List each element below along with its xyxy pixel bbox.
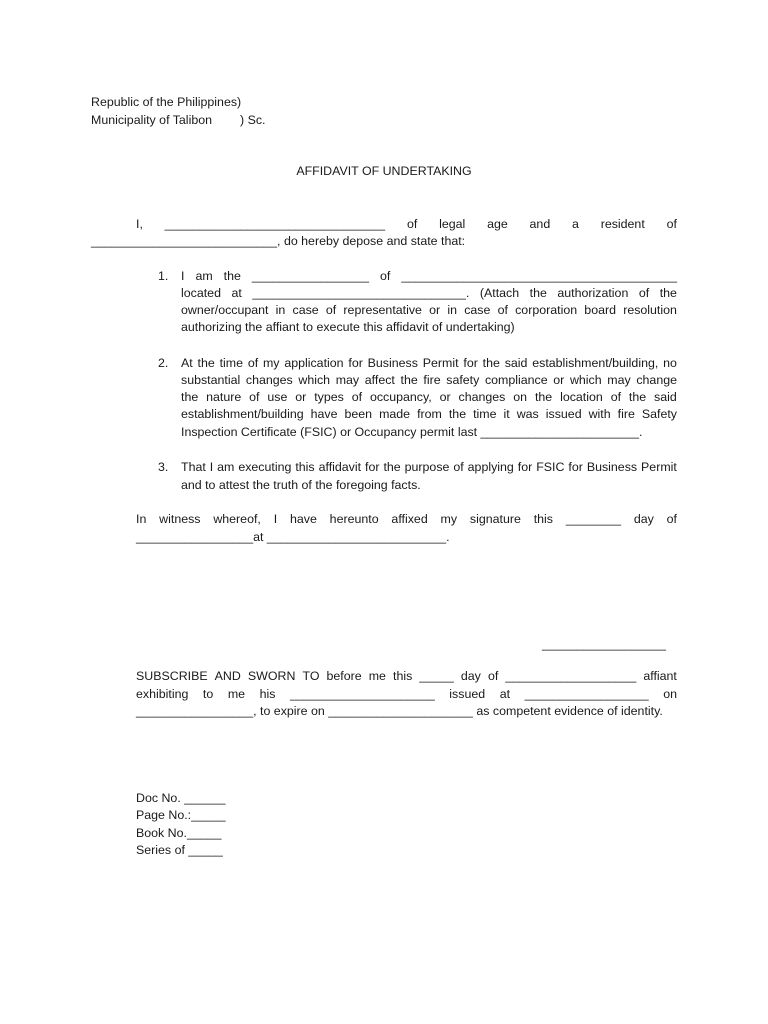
word: the (659, 286, 677, 300)
word: of (487, 669, 499, 683)
word: in (447, 303, 458, 317)
word: In (136, 512, 147, 526)
word: substantial (181, 373, 241, 387)
word: time (473, 407, 497, 421)
word: case (292, 303, 319, 317)
word: witness (159, 512, 201, 526)
word: I (181, 269, 185, 283)
word: SUBSCRIBE (136, 669, 208, 683)
word: for (348, 356, 363, 370)
item-2-line-2 (181, 372, 677, 389)
word: in (275, 303, 286, 317)
word: location (560, 390, 603, 404)
word: me (227, 687, 246, 701)
word: change (636, 373, 677, 387)
word: ________ (565, 512, 621, 526)
sworn-line-3: _________________, to expire on _____________________ as competent evidence of identity. (136, 704, 663, 718)
word: at (231, 286, 242, 300)
word: SWORN (247, 669, 296, 683)
word: owner/occupant (181, 303, 269, 317)
word: this (295, 460, 315, 474)
word: before (326, 669, 362, 683)
word: me (368, 669, 386, 683)
word: may (335, 373, 360, 387)
word: of (247, 356, 259, 370)
word: day (633, 512, 654, 526)
word: establishment/building (181, 407, 304, 421)
item-2-line-3 (181, 389, 677, 406)
word: the (628, 390, 647, 404)
word: or (439, 390, 451, 404)
word: Business (367, 356, 418, 370)
word: _______________________________. (252, 286, 470, 300)
word: the (482, 356, 500, 370)
document-title: AFFIDAVIT OF UNDERTAKING (296, 164, 472, 178)
item-1-line-4: authorizing the affiant to execute this affidavit of undertaking) (181, 320, 515, 334)
word: for (568, 460, 583, 474)
word: for (517, 460, 533, 474)
item-2-line-4 (181, 406, 677, 423)
word: board (584, 303, 616, 317)
word: case (464, 303, 491, 317)
sworn-line-1 (136, 668, 677, 685)
word: fire (423, 373, 441, 387)
word: my (262, 356, 280, 370)
word: Permit (641, 460, 677, 474)
word: ________________________________________ (401, 269, 677, 283)
word: use (267, 390, 288, 404)
word: __________________ (524, 687, 649, 701)
word: the (181, 390, 199, 404)
word: of (406, 217, 418, 231)
word: occupancy, (369, 390, 432, 404)
word: hereunto (329, 512, 379, 526)
word: (Attach (479, 286, 520, 300)
word: _____________________ (290, 687, 435, 701)
word: compliance (484, 373, 548, 387)
word: the (448, 407, 467, 421)
word: made (379, 407, 411, 421)
item-1-line-2 (181, 285, 677, 302)
word: the (197, 356, 215, 370)
word: have (310, 407, 338, 421)
word: said (504, 356, 528, 370)
word: legal (439, 217, 466, 231)
word: executing (238, 460, 292, 474)
word: resident (600, 217, 645, 231)
item-2-number: 2. (158, 356, 169, 370)
word: been (344, 407, 373, 421)
word: the (223, 269, 241, 283)
word: at (499, 687, 511, 701)
word: am (195, 269, 213, 283)
word: issued (449, 687, 486, 701)
word: FSIC (536, 460, 565, 474)
word: I (209, 460, 214, 474)
word: signature (469, 512, 521, 526)
word: was (516, 407, 539, 421)
witness-line-2: _________________at __________________________. (136, 530, 450, 544)
word: of (497, 303, 508, 317)
word: of (666, 217, 677, 231)
word: said (654, 390, 677, 404)
word: affidavit (318, 460, 362, 474)
word: fire (617, 407, 635, 421)
header-sc: ) Sc. (240, 113, 266, 127)
word: on (513, 390, 528, 404)
word: of (249, 390, 260, 404)
word: whereof, (213, 512, 261, 526)
intro-line-2: ___________________________, do hereby depose and state that: (91, 234, 466, 248)
item-3-line-2: and to attest the truth of the foregoing facts. (181, 478, 421, 492)
notary-series: Series of _____ (136, 843, 223, 857)
word: changes (458, 390, 506, 404)
word: for (463, 356, 478, 370)
word: _____ (419, 669, 454, 683)
word: That (181, 460, 206, 474)
item-3-number: 3. (158, 460, 169, 474)
word: age (487, 217, 508, 231)
word: and (529, 217, 551, 231)
word: from (417, 407, 442, 421)
word: representative (343, 303, 422, 317)
item-1-number: 1. (158, 269, 169, 283)
word: of (380, 269, 391, 283)
word: affect (364, 373, 395, 387)
word: affiant (643, 669, 677, 683)
word: this (533, 512, 554, 526)
word: time (219, 356, 243, 370)
notary-page-no: Page No.:_____ (136, 808, 226, 822)
word: located (181, 286, 221, 300)
word: types (314, 390, 344, 404)
sworn-line-2 (136, 686, 677, 703)
word: a (572, 217, 579, 231)
word: Business (586, 460, 638, 474)
word: or (295, 390, 307, 404)
word: Safety (641, 407, 677, 421)
word: of (453, 460, 464, 474)
word: AND (214, 669, 241, 683)
header-republic: Republic of the Philippines) (91, 95, 242, 109)
word: of (666, 512, 677, 526)
word: on (663, 687, 677, 701)
word: I, (136, 217, 143, 231)
word: with (588, 407, 611, 421)
word: his (259, 687, 276, 701)
word: of (351, 390, 363, 404)
word: issued (545, 407, 582, 421)
word: of (638, 286, 650, 300)
word: this (393, 669, 413, 683)
word: to (202, 687, 214, 701)
word: At (181, 356, 193, 370)
word: am (217, 460, 235, 474)
word: or (429, 303, 441, 317)
notary-doc-no: Doc No. ______ (136, 791, 226, 805)
word: my (440, 512, 458, 526)
word: or (553, 373, 565, 387)
word: purpose (404, 460, 450, 474)
intro-line-1 (136, 216, 677, 233)
item-2-line-1 (181, 355, 677, 372)
word: safety (446, 373, 480, 387)
word: which (569, 373, 602, 387)
item-1-line-1 (181, 268, 677, 285)
word: application (284, 356, 344, 370)
word: the (383, 460, 401, 474)
item-2-line-5: Inspection Certificate (FSIC) or Occupancy permit last _______________________. (181, 425, 643, 439)
word: for (365, 460, 380, 474)
word: _________________ (251, 269, 370, 283)
word: establishment/building, (532, 356, 659, 370)
word: corporation (515, 303, 578, 317)
word: it (503, 407, 510, 421)
word: resolution (623, 303, 677, 317)
word: of (325, 303, 337, 317)
word: the (534, 390, 553, 404)
word: authorization (557, 286, 629, 300)
word: Permit (422, 356, 459, 370)
word: of (610, 390, 622, 404)
word: day (460, 669, 481, 683)
word: TO (302, 669, 320, 683)
word: no (663, 356, 677, 370)
signature-line: __________________ (542, 637, 667, 651)
word: applying (467, 460, 514, 474)
header-municipality: Municipality of Talibon (91, 113, 212, 127)
item-1-line-3 (181, 302, 677, 319)
word: ___________________ (505, 669, 637, 683)
word: ________________________________ (164, 217, 386, 231)
word: may (607, 373, 631, 387)
item-3-line-1 (181, 459, 677, 476)
word: affixed (391, 512, 428, 526)
word: nature (206, 390, 242, 404)
word: I (273, 512, 278, 526)
witness-line-1 (136, 511, 677, 528)
word: have (289, 512, 317, 526)
word: the (400, 373, 418, 387)
notary-book-no: Book No._____ (136, 826, 222, 840)
word: the (529, 286, 547, 300)
word: exhibiting (136, 687, 189, 701)
word: changes (245, 373, 293, 387)
word: which (298, 373, 331, 387)
